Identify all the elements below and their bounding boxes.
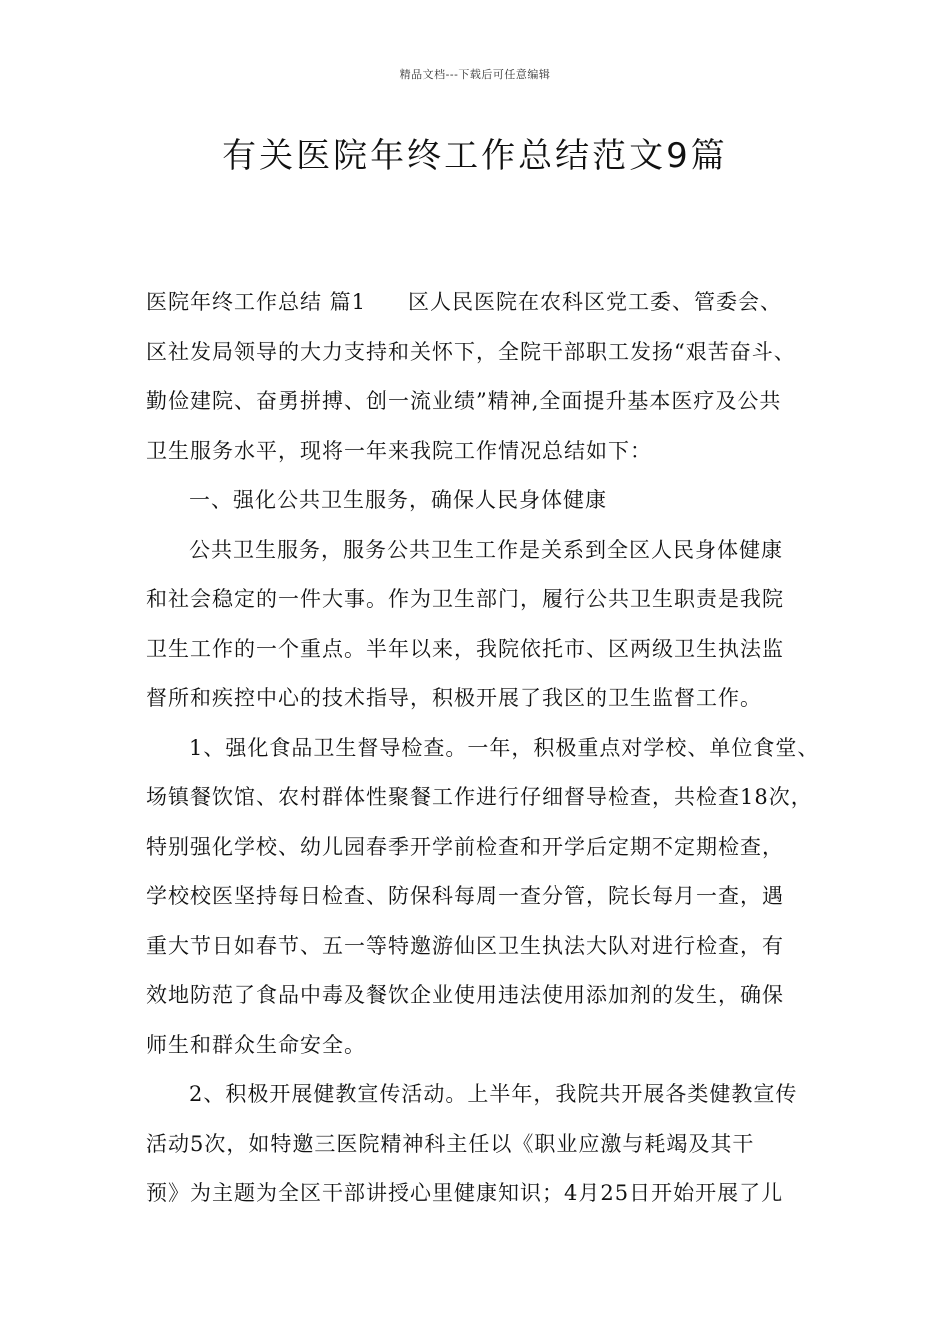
document-header-note: 精品文档---下载后可任意编辑 [399,68,551,81]
body-line: 重大节日如春节、五一等特邀游仙区卫生执法大队对进行检查，有 [146,933,784,958]
body-line: 卫生服务水平，现将一年来我院工作情况总结如下： [146,438,652,463]
body-line: 和社会稳定的一件大事。作为卫生部门，履行公共卫生职责是我院 [146,587,784,611]
body-line: 活动5次，如特邀三医院精神科主任以《职业应激与耗竭及其干 [146,1131,755,1156]
body-line: 督所和疾控中心的技术指导，积极开展了我区的卫生监督工作。 [146,686,762,710]
body-line: 师生和群众生命安全。 [146,1032,366,1057]
body-line: 效地防范了食品中毒及餐饮企业使用违法使用添加剂的发生，确保 [146,983,784,1007]
body-line: 预》为主题为全区干部讲授心里健康知识；4月25日开始开展了儿 [146,1181,784,1205]
body-line-text: 区人民医院在农科区党工委、管委会、 [408,290,783,314]
section-heading-label: 医院年终工作总结 篇1 [146,290,367,314]
body-line [146,278,810,328]
section-subheading: 一、强化公共卫生服务，确保人民身体健康 [189,488,607,512]
body-line: 特别强化学校、幼儿园春季开学前检查和开学后定期不定期检查， [146,834,784,859]
body-line: 卫生工作的一个重点。半年以来，我院依托市、区两级卫生执法监 [146,636,784,661]
document-body [146,278,820,1219]
body-line: 区社发局领导的大力支持和关怀下，全院干部职工发扬“艰苦奋斗、 [146,339,796,364]
body-line: 2、积极开展健教宣传活动。上半年，我院共开展各类健教宣传 [189,1082,798,1106]
body-line: 1、强化食品卫生督导检查。一年，积极重点对学校、单位食堂、 [189,735,820,760]
body-line: 场镇餐饮馆、农村群体性聚餐工作进行仔细督导检查，共检查18次， [146,785,813,809]
body-line: 学校校医坚持每日检查、防保科每周一查分管，院长每月一查，遇 [146,884,784,908]
body-line: 公共卫生服务，服务公共卫生工作是关系到全区人民身体健康 [189,537,783,562]
body-line: 勤俭建院、奋勇拼搏、创一流业绩”精神,全面提升基本医疗及公共 [146,389,782,413]
document-title: 有关医院年终工作总结范文9篇 [222,136,728,176]
